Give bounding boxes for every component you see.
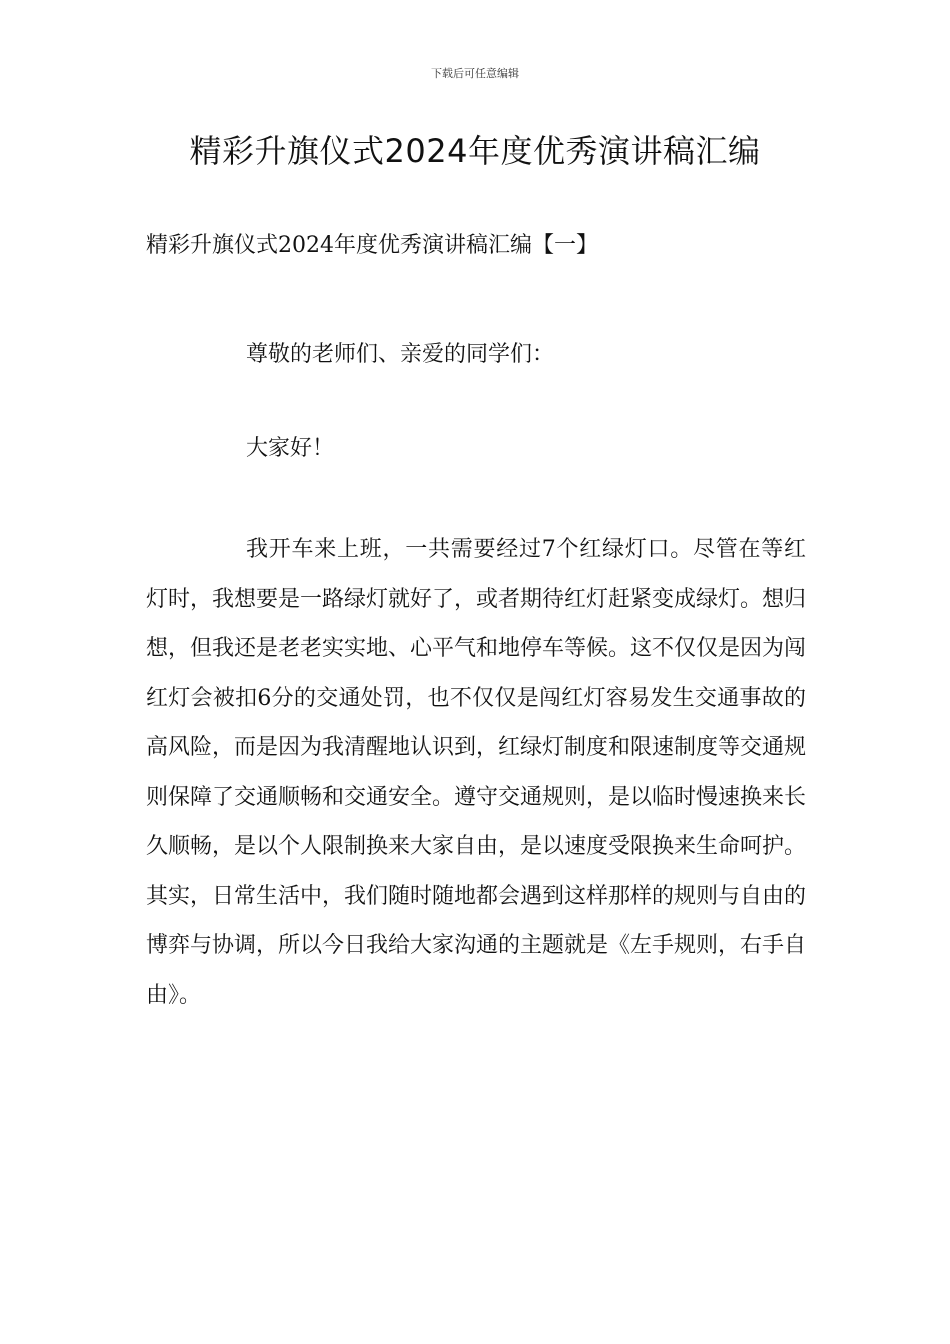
body-paragraph: 我开车来上班，一共需要经过7个红绿灯口。尽管在等红灯时，我想要是一路绿灯就好了，或者期待红灯赶紧变成绿灯。想归想，但我还是老老实实地、心平气和地停车等候。这不仅仅是因为闯红灯会被扣6分的交通处罚，也不仅仅是闯红灯容易发生交通事故的高风险，而是因为我清醒地认识到，红绿灯制度和限速制度等交通规则保障了交通顺畅和交通安全。遵守交通规则，是以临时慢速换来长久顺畅，是以个人限制换来大家自由，是以速度受限换来生命呵护。其实，日常生活中，我们随时随地都会遇到这样那样的规则与自由的博弈与协调，所以今日我给大家沟通的主题就是《左手规则，右手自由》。 (146, 537, 807, 1008)
section-heading: 精彩升旗仪式2024年度优秀演讲稿汇编【一】 (146, 233, 598, 258)
greeting-paragraph: 尊敬的老师们、亲爱的同学们： (246, 342, 555, 367)
header-note: 下载后可任意编辑 (431, 67, 519, 80)
document-title: 精彩升旗仪式2024年度优秀演讲稿汇编 (189, 132, 761, 170)
hello-paragraph: 大家好！ (246, 436, 335, 461)
